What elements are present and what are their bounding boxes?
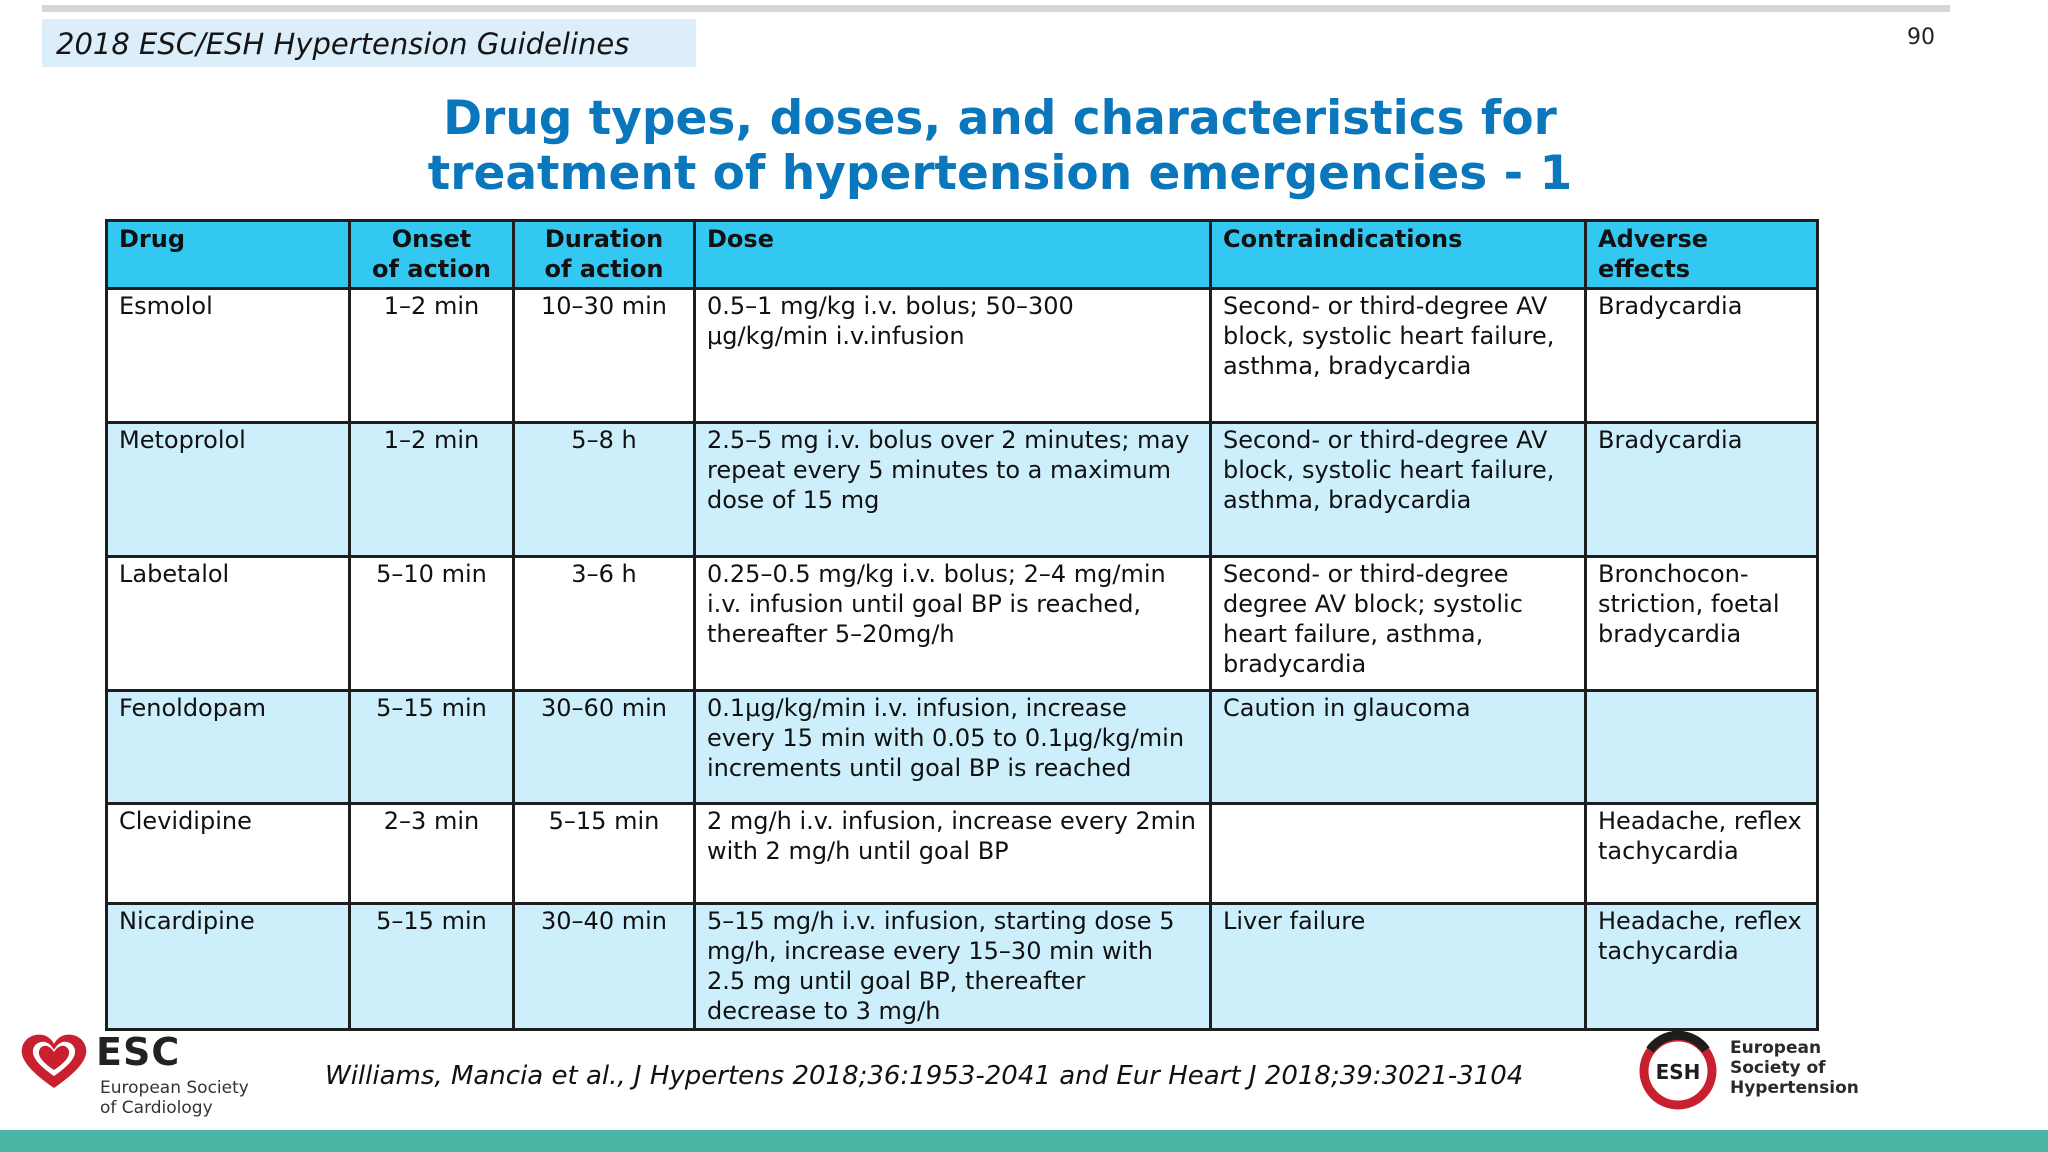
cell-duration: 10–30 min: [514, 289, 695, 423]
cell-adverse-effects: Bronchocon-striction, foetal bradycardia: [1586, 557, 1818, 691]
header-onset: Onset of action: [350, 221, 514, 289]
esh-badge-text: ESH: [1655, 1060, 1701, 1084]
cell-contraindications: Liver failure: [1211, 904, 1586, 1030]
header-title: 2018 ESC/ESH Hypertension Guidelines: [56, 27, 630, 61]
cell-adverse-effects: Bradycardia: [1586, 423, 1818, 557]
header-dose: Dose: [695, 221, 1211, 289]
cell-adverse-effects: Bradycardia: [1586, 289, 1818, 423]
slide-title: [260, 91, 1740, 201]
esc-logo: [18, 1030, 258, 1120]
cell-contraindications: [1211, 804, 1586, 904]
citation: Williams, Mancia et al., J Hypertens 2018;36:1953-2041 and Eur Heart J 2018;39:3021-3104: [325, 1061, 1524, 1091]
header-adverse-effects: Adverse effects: [1586, 221, 1818, 289]
cell-dose: 2.5–5 mg i.v. bolus over 2 minutes; may repeat every 5 minutes to a maximum dose of 15 mg: [695, 423, 1211, 557]
cell-contraindications: Second- or third-degree AV block, systolic heart failure, asthma, bradycardia: [1211, 423, 1586, 557]
cell-drug: Nicardipine: [107, 904, 350, 1030]
table-row: [107, 423, 1818, 557]
cell-drug: Metoprolol: [107, 423, 350, 557]
cell-duration: 3–6 h: [514, 557, 695, 691]
cell-duration: 30–40 min: [514, 904, 695, 1030]
cell-onset: 2–3 min: [350, 804, 514, 904]
cell-duration: 5–8 h: [514, 423, 695, 557]
header-band: [42, 19, 696, 67]
cell-drug: Fenoldopam: [107, 691, 350, 804]
cell-drug: Esmolol: [107, 289, 350, 423]
cell-duration: 5–15 min: [514, 804, 695, 904]
cell-dose: 5–15 mg/h i.v. infusion, starting dose 5 mg/h, increase every 15–30 min with 2.5 mg until goal BP, thereafter decrease to 3 mg/h: [695, 904, 1211, 1030]
cell-onset: 5–15 min: [350, 691, 514, 804]
esh-emblem-icon: [1636, 1028, 1726, 1114]
cell-adverse-effects: [1586, 691, 1818, 804]
table-row: [107, 904, 1818, 1030]
cell-dose: 0.5–1 mg/kg i.v. bolus; 50–300 μg/kg/min i.v.infusion: [695, 289, 1211, 423]
table-row: [107, 557, 1818, 691]
cell-onset: 5–15 min: [350, 904, 514, 1030]
page-number: 90: [1907, 25, 1935, 50]
esc-logo-text: ESC: [96, 1030, 181, 1074]
bottom-strip: [0, 1130, 2048, 1152]
slide-title-line-1: Drug types, doses, and characteristics for: [443, 91, 1557, 146]
cell-contraindications: Second- or third-degree degree AV block; systolic heart failure, asthma, bradycardia: [1211, 557, 1586, 691]
table-row: [107, 691, 1818, 804]
esh-logo-text: European Society of Hypertension: [1730, 1038, 1859, 1098]
cell-drug: Clevidipine: [107, 804, 350, 904]
header-duration: Duration of action: [514, 221, 695, 289]
cell-onset: 5–10 min: [350, 557, 514, 691]
cell-adverse-effects: Headache, reflex tachycardia: [1586, 804, 1818, 904]
cell-drug: Labetalol: [107, 557, 350, 691]
cell-contraindications: Caution in glaucoma: [1211, 691, 1586, 804]
cell-contraindications: Second- or third-degree AV block, systolic heart failure, asthma, bradycardia: [1211, 289, 1586, 423]
cell-duration: 30–60 min: [514, 691, 695, 804]
table-header-row: [107, 221, 1818, 289]
header-contraindications: Contraindications: [1211, 221, 1586, 289]
cell-onset: 1–2 min: [350, 289, 514, 423]
header-drug: Drug: [107, 221, 350, 289]
drug-table: [105, 219, 1819, 1031]
slide-title-line-2: treatment of hypertension emergencies - 1: [427, 146, 1573, 201]
esh-logo: [1636, 1028, 1896, 1118]
cell-adverse-effects: Headache, reflex tachycardia: [1586, 904, 1818, 1030]
cell-dose: 0.25–0.5 mg/kg i.v. bolus; 2–4 mg/min i.v. infusion until goal BP is reached, thereafter 5–20mg/h: [695, 557, 1211, 691]
cell-dose: 0.1μg/kg/min i.v. infusion, increase every 15 min with 0.05 to 0.1μg/kg/min increments until goal BP is reached: [695, 691, 1211, 804]
table-row: [107, 804, 1818, 904]
table-row: [107, 289, 1818, 423]
heart-icon: [18, 1032, 90, 1092]
cell-dose: 2 mg/h i.v. infusion, increase every 2min with 2 mg/h until goal BP: [695, 804, 1211, 904]
cell-onset: 1–2 min: [350, 423, 514, 557]
esc-logo-subtitle: European Society of Cardiology: [100, 1078, 249, 1118]
